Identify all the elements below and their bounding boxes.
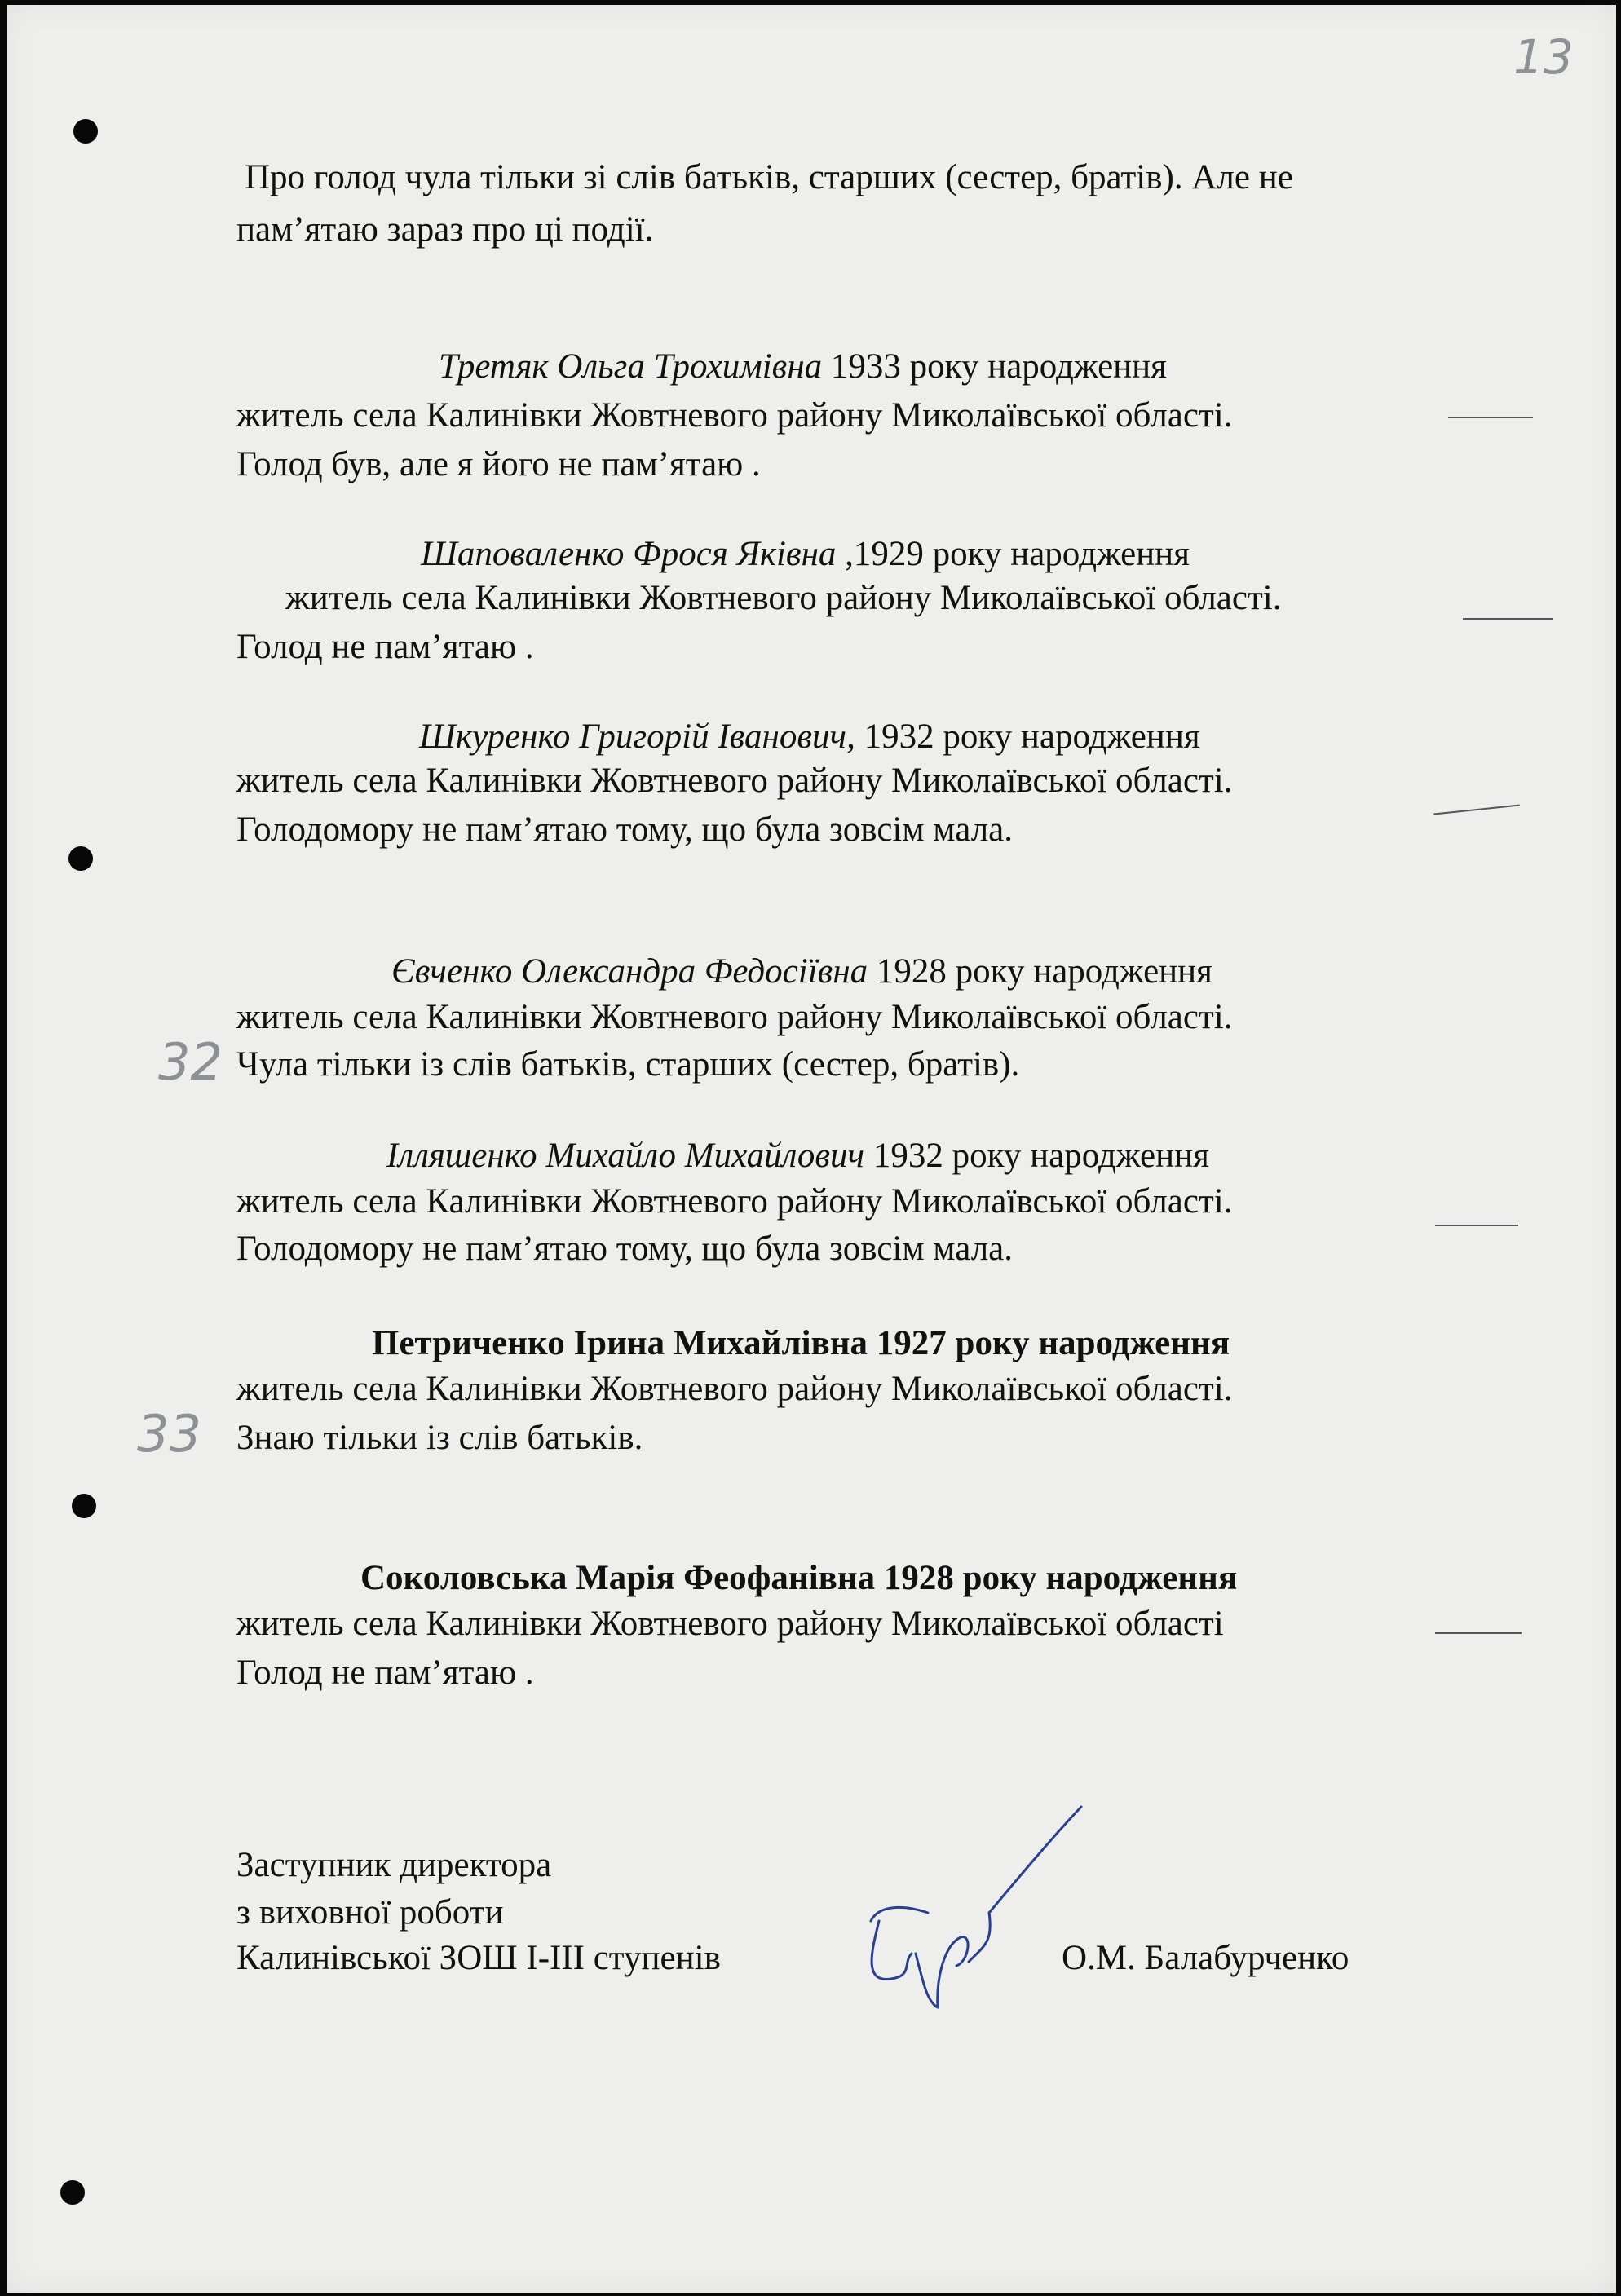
- entry-2-residence: житель села Калинівки Жовтневого району Миколаївської області.: [285, 579, 1282, 617]
- entry-7-statement: Голод не пам’ятаю .: [236, 1654, 534, 1692]
- entry-3-statement: Голодомору не пам’ятаю тому, що була зовсім мала.: [236, 810, 1013, 849]
- entry-6-name: Петриченко Ірина Михайлівна: [372, 1324, 868, 1362]
- entry-7-residence: житель села Калинівки Жовтневого району Миколаївської області: [236, 1605, 1224, 1643]
- entry-1-statement: Голод був, але я його не пам’ятаю .: [236, 445, 761, 483]
- margin-dash-2: [1463, 618, 1553, 620]
- entry-7-name: Соколовська Марія Феофанівна: [360, 1559, 876, 1597]
- margin-dash-7: [1435, 1632, 1522, 1634]
- entry-5-heading: [386, 1135, 1209, 1177]
- margin-dash-1: [1448, 417, 1533, 418]
- entry-6-heading: [372, 1322, 1230, 1365]
- punch-hole-4: [60, 2180, 85, 2205]
- entry-7-birth: 1928 року народження: [875, 1559, 1238, 1597]
- entry-4-residence: житель села Калинівки Жовтневого району Миколаївської області.: [236, 998, 1233, 1036]
- entry-5-name: Ілляшенко Михайло Михайлович: [386, 1137, 865, 1175]
- punch-hole-2: [68, 846, 93, 871]
- entry-1-heading: [439, 346, 1167, 388]
- signer-title-line-1: Заступник директора: [236, 1846, 552, 1884]
- entry-5-birth: 1932 року народження: [864, 1137, 1209, 1175]
- entry-2-statement: Голод не пам’ятаю .: [236, 628, 534, 666]
- entry-2-birth: ,1929 року народження: [836, 535, 1190, 573]
- entry-4-name: Євченко Олександра Федосіївна: [391, 952, 868, 991]
- entry-2-name: Шаповаленко Фрося Яківна: [421, 535, 837, 573]
- signer-title-line-3: Калинівської ЗОШ І-ІІІ ступенів: [236, 1939, 721, 1977]
- punch-hole-3: [72, 1494, 96, 1518]
- entry-1-name: Третяк Ольга Трохимівна: [439, 347, 823, 386]
- entry-4-statement: Чула тільки із слів батьків, старших (сестер, братів).: [236, 1045, 1020, 1084]
- entry-5-statement: Голодомору не пам’ятаю тому, що була зовсім мала.: [236, 1230, 1013, 1268]
- margin-number-33: 33: [137, 1404, 201, 1464]
- entry-1-residence: житель села Калинівки Жовтневого району Миколаївської області.: [236, 396, 1233, 435]
- entry-4-birth: 1928 року народження: [868, 952, 1212, 991]
- entry-3-residence: житель села Калинівки Жовтневого району Миколаївської області.: [236, 762, 1233, 800]
- page-number: 13: [1513, 29, 1574, 85]
- entry-6-birth: 1927 року народження: [868, 1324, 1230, 1362]
- margin-dash-3: [1433, 804, 1520, 815]
- entry-4-heading: [391, 951, 1212, 993]
- signer-title-line-2: з виховної роботи: [236, 1893, 504, 1932]
- handwritten-signature: [846, 1799, 1107, 2011]
- entry-5-residence: житель села Калинівки Жовтневого району Миколаївської області.: [236, 1182, 1233, 1221]
- margin-number-32: 32: [158, 1032, 223, 1092]
- entry-7-heading: [360, 1557, 1237, 1600]
- signatory-name: О.М. Балабурченко: [1062, 1939, 1349, 1977]
- entry-3-name: Шкуренко Григорій Іванович,: [419, 718, 855, 756]
- margin-dash-5: [1435, 1225, 1518, 1226]
- entry-6-statement: Знаю тільки із слів батьків.: [236, 1419, 643, 1457]
- entry-1-birth: 1933 року народження: [822, 347, 1167, 386]
- entry-2-heading: [421, 533, 1190, 576]
- entry-3-heading: [419, 716, 1200, 758]
- intro-line-1: Про голод чула тільки зі слів батьків, старших (сестер, братів). Але не: [245, 158, 1293, 196]
- document-page: [7, 5, 1616, 2293]
- entry-3-birth: 1932 року народження: [855, 718, 1200, 756]
- intro-line-2: пам’ятаю зараз про ці події.: [236, 210, 654, 249]
- punch-hole-1: [73, 119, 98, 144]
- entry-6-residence: житель села Калинівки Жовтневого району Миколаївської області.: [236, 1370, 1233, 1408]
